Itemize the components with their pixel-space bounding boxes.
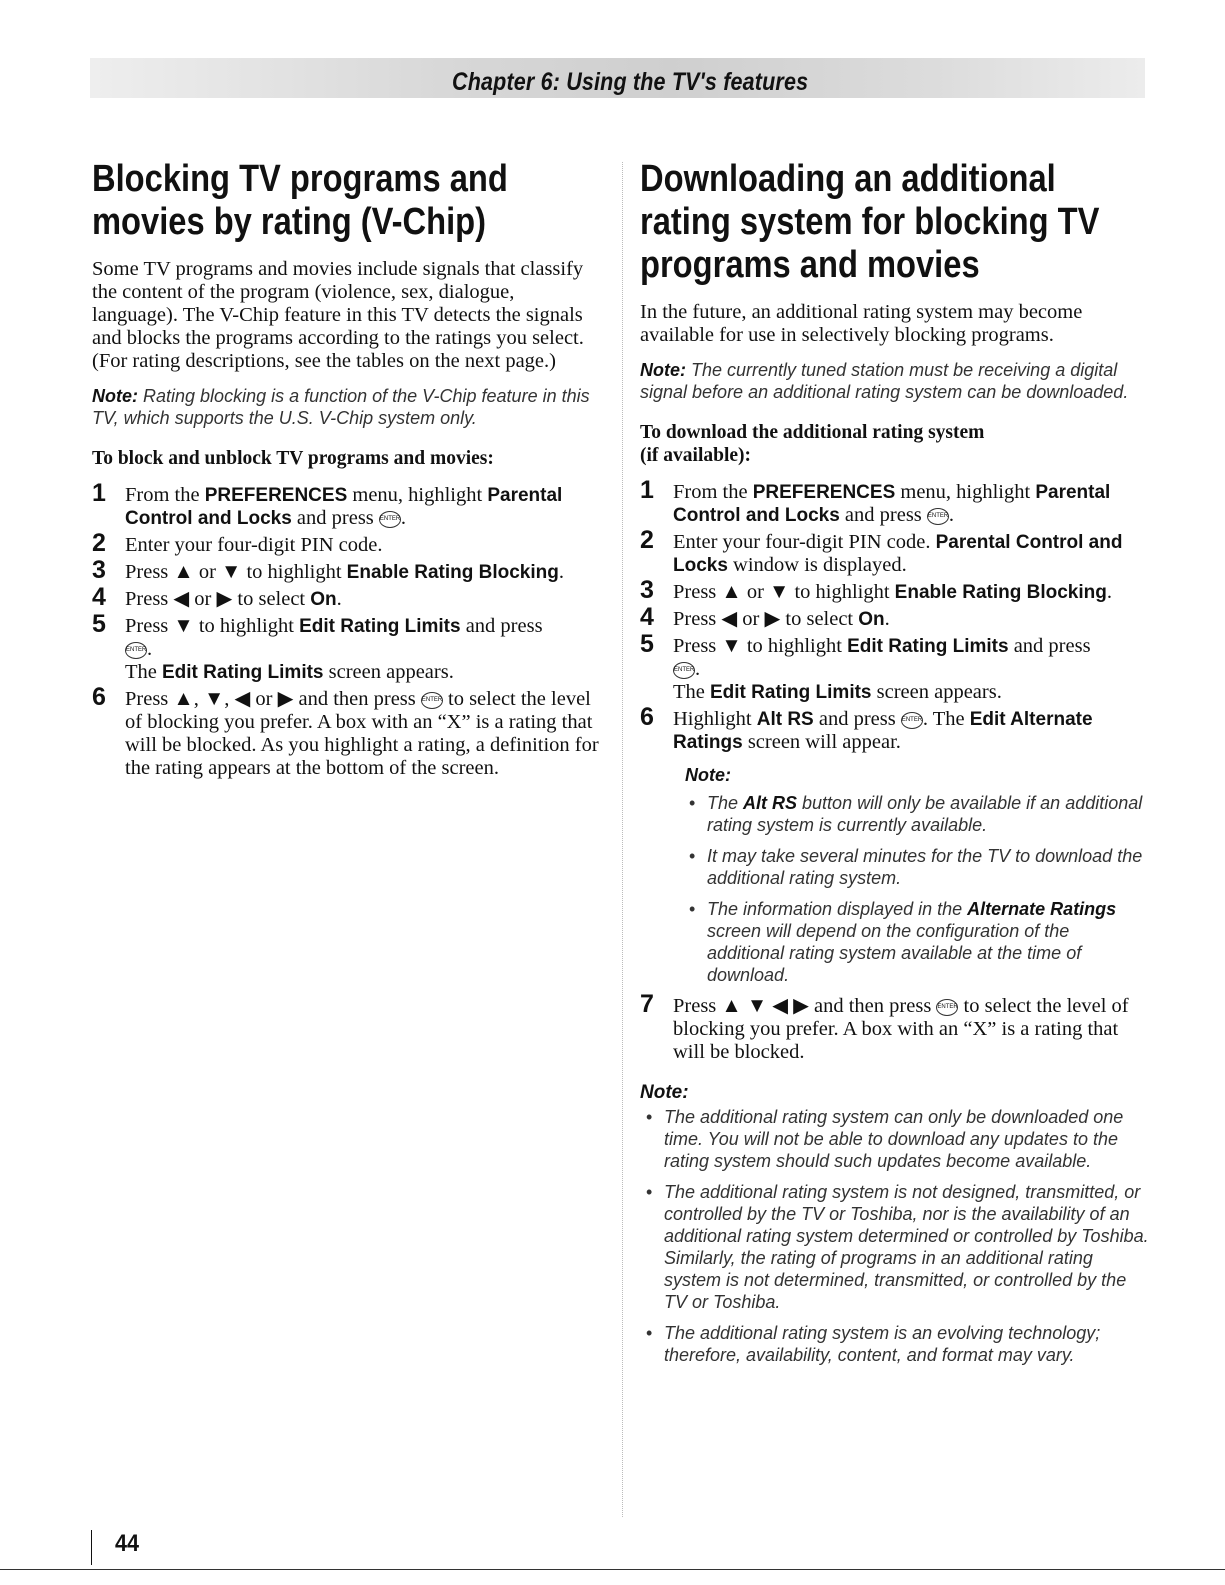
- step-number: 3: [640, 576, 654, 604]
- chapter-title: Chapter 6: Using the TV's features: [452, 68, 809, 96]
- right-column: [640, 158, 1150, 1375]
- setting-value: On: [310, 589, 337, 610]
- menu-name: PREFERENCES: [752, 482, 896, 503]
- column-divider: [622, 162, 623, 1517]
- note-item: • The additional rating system is an evolving technology; therefore, availability, content, and format may vary.: [664, 1322, 1150, 1366]
- left-procedure-title: To block and unblock TV programs and movies:: [92, 448, 494, 469]
- step-text: . The: [922, 708, 970, 730]
- note-item: [707, 845, 1150, 889]
- setting-name: Edit Rating Limits: [299, 616, 461, 637]
- procedure-title-line: To download the additional rating system: [640, 422, 985, 443]
- step-text: and press: [460, 615, 543, 637]
- bottom-note: [640, 1082, 1150, 1366]
- step-1: 1 From the PREFERENCES menu, highlight Parental Control and Locks and press ENTER.: [92, 479, 563, 529]
- step-number: 2: [640, 526, 654, 554]
- note-list: [685, 792, 1150, 986]
- step-text: .: [1106, 581, 1112, 603]
- left-note: [92, 385, 602, 429]
- step-text: Enter your four-digit PIN code.: [125, 534, 383, 556]
- screen-name: Edit Alternate Ratings: [673, 709, 1093, 753]
- step-number: 1: [640, 476, 654, 504]
- step-text: Press ▲ or ▼ to highlight: [125, 561, 347, 583]
- note-label: Note:: [92, 386, 138, 406]
- setting-name: Edit Rating Limits: [847, 636, 1009, 657]
- step-3: [640, 576, 1150, 604]
- step-text: and press: [1008, 635, 1091, 657]
- note-text: The information displayed in the: [707, 899, 968, 919]
- step-2: [640, 526, 1150, 577]
- step-text: .: [884, 608, 890, 630]
- step-text: From the: [673, 481, 753, 503]
- page-number: 44: [115, 1530, 140, 1557]
- step-6-note: [685, 764, 1150, 986]
- page-bottom-line: [0, 1569, 1225, 1570]
- enter-button-icon: ENTER: [379, 511, 401, 528]
- left-intro: Some TV programs and movies include signals that classify the content of the program (violence, sex, dialogue, language). The V-Chip feature in this TV detects the signals and blocks the programs according to the ratings you select. (For rating descriptions, see the tables on the next page.): [92, 258, 584, 372]
- step-text: screen appears.: [871, 681, 1002, 703]
- step-text: screen will appear.: [742, 731, 901, 753]
- right-intro: In the future, an additional rating system may become available for use in selectively blocking programs.: [640, 301, 1083, 346]
- step-text: to select the level of blocking you prefer. A box with an “X” is a rating that will be blocked.: [673, 995, 1129, 1063]
- step-text: and press: [813, 708, 896, 730]
- step-3: [92, 556, 602, 584]
- step-4: [640, 603, 1150, 631]
- step-text: Highlight: [673, 708, 757, 730]
- step-text: menu, highlight: [347, 484, 488, 506]
- enter-button-icon: ENTER: [125, 642, 147, 659]
- window-name: Parental Control and Locks: [673, 532, 1123, 576]
- note-label: Note:: [640, 360, 686, 380]
- step-number: 5: [640, 630, 654, 658]
- screen-name: Edit Rating Limits: [710, 682, 872, 703]
- step-text: Enter your four-digit PIN code.: [673, 531, 936, 553]
- step-number: 4: [640, 603, 654, 631]
- procedure-title-line: (if available):: [640, 445, 752, 466]
- step-text: menu, highlight: [895, 481, 1036, 503]
- step-text: The: [673, 681, 710, 703]
- step-number: 6: [92, 683, 106, 711]
- note-list: [640, 1106, 1150, 1366]
- step-text: .: [558, 561, 564, 583]
- step-7: [640, 990, 1150, 1064]
- note-text: It may take several minutes for the TV to download the additional rating system.: [707, 846, 1143, 888]
- left-heading: Blocking TV programs and movies by rating (V-Chip): [92, 158, 508, 243]
- note-item: • The additional rating system is not designed, transmitted, or controlled by the TV or Toshiba, nor is the availability of an additional rating system determined or controlled by Toshiba. Similarly, the rating of programs in an additional rating system is not determined, transmitted, or controlled by the TV or Toshiba.: [664, 1181, 1150, 1313]
- step-text: Press ▲ ▼ ◀ ▶ and then press: [673, 995, 932, 1017]
- screen-name: Alternate Ratings: [967, 899, 1117, 919]
- note-item: [707, 898, 1150, 986]
- step-text: to select the level of blocking you prefer. A box with an “X” is a rating that will be blocked. As you highlight a rating, a definition for the rating appears at the bottom of the screen.: [125, 688, 599, 779]
- step-text: and press: [839, 504, 922, 526]
- step-text: and press: [291, 507, 374, 529]
- enter-button-icon: ENTER: [901, 712, 923, 729]
- note-label: Note:: [640, 1082, 689, 1103]
- step-1: 1 From the PREFERENCES menu, highlight Parental Control and Locks and press ENTER.: [640, 476, 1111, 526]
- step-number: 6: [640, 703, 654, 731]
- step-text: Press ◀ or ▶ to select: [673, 608, 859, 630]
- screen-name: Edit Rating Limits: [162, 662, 324, 683]
- step-number: 3: [92, 556, 106, 584]
- note-text: The: [707, 793, 744, 813]
- step-4: [92, 583, 602, 611]
- step-text: Press ▼ to highlight: [125, 615, 300, 637]
- note-item: [707, 792, 1150, 836]
- step-6: [92, 683, 602, 780]
- right-procedure-title: [640, 421, 1150, 467]
- enter-button-icon: ENTER: [927, 508, 949, 525]
- step-text: .: [336, 588, 342, 610]
- enter-button-icon: ENTER: [421, 692, 443, 709]
- step-number: 5: [92, 610, 106, 638]
- menu-name: PREFERENCES: [204, 485, 348, 506]
- note-text: button will only be available if an additional rating system is currently available.: [707, 793, 1143, 835]
- menu-item-name: Parental Control and Locks: [673, 482, 1111, 526]
- step-number: 4: [92, 583, 106, 611]
- menu-item-name: Parental Control and Locks: [125, 485, 563, 529]
- step-number: 2: [92, 529, 106, 557]
- setting-value: On: [858, 609, 885, 630]
- button-name: Alt RS: [756, 709, 814, 730]
- step-text: Press ▲, ▼, ◀ or ▶ and then press: [125, 688, 416, 710]
- step-5: 5 Press ▼ to highlight Edit Rating Limits and press ENTER. The Edit Rating Limits screen appears.: [640, 630, 1091, 703]
- step-text: From the: [125, 484, 205, 506]
- enter-button-icon: ENTER: [673, 662, 695, 679]
- step-text: window is displayed.: [727, 554, 907, 576]
- step-6: [640, 703, 1150, 986]
- step-text: Press ◀ or ▶ to select: [125, 588, 311, 610]
- right-note: [640, 359, 1150, 403]
- right-heading: Downloading an additional rating system for blocking TV programs and movies: [640, 158, 1100, 286]
- note-text: The currently tuned station must be receiving a digital signal before an additional rating system can be downloaded.: [640, 360, 1129, 402]
- step-2: [92, 529, 602, 557]
- note-label: Note:: [685, 765, 731, 785]
- step-text: Press ▼ to highlight: [673, 635, 848, 657]
- step-text: Press ▲ or ▼ to highlight: [673, 581, 895, 603]
- step-number: 7: [640, 990, 654, 1018]
- enter-button-icon: ENTER: [936, 999, 958, 1016]
- step-text: The: [125, 661, 162, 683]
- page-number-rule: [91, 1530, 92, 1565]
- step-5: 5 Press ▼ to highlight Edit Rating Limits and press ENTER. The Edit Rating Limits screen appears.: [92, 610, 543, 683]
- button-name: Alt RS: [743, 793, 798, 813]
- step-number: 1: [92, 479, 106, 507]
- setting-name: Enable Rating Blocking: [346, 562, 559, 583]
- note-item: • The additional rating system can only be downloaded one time. You will not be able to download any updates to the rating system should such updates become available.: [664, 1106, 1150, 1172]
- left-column: [92, 158, 602, 784]
- note-text: Rating blocking is a function of the V-Chip feature in this TV, which supports the U.S. V-Chip system only.: [92, 386, 590, 428]
- step-text: screen appears.: [323, 661, 454, 683]
- note-text: screen will depend on the configuration of the additional rating system available at the time of download.: [707, 921, 1082, 985]
- setting-name: Enable Rating Blocking: [894, 582, 1107, 603]
